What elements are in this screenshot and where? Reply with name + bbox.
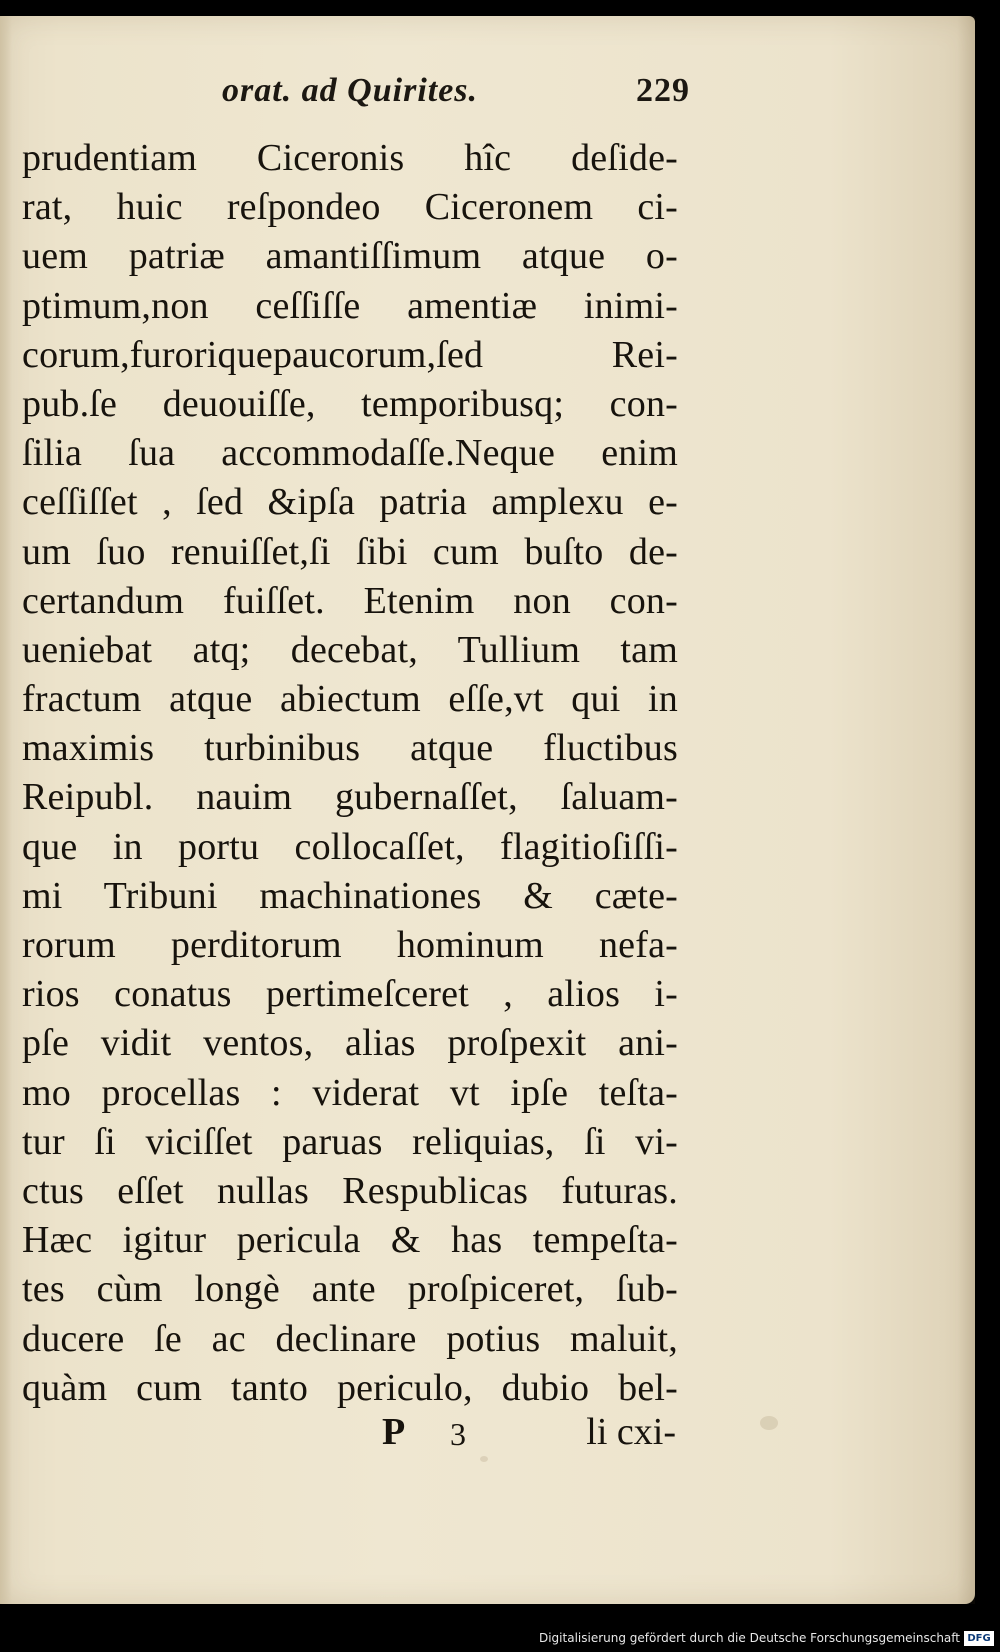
running-head-title: orat. ad Quirites. (222, 72, 479, 109)
signature-number: 3 (450, 1416, 466, 1452)
text-line: tes cùm longè ante proſpiceret, ſub- (22, 1268, 678, 1311)
dfg-logo-icon: DFG (964, 1631, 994, 1646)
text-line: prudentiam Ciceronis hîc deſide- (22, 137, 678, 179)
page-number: 229 (636, 72, 690, 109)
text-line: ueniebat atq; decebat, Tullium tam (22, 628, 678, 671)
text-line: um ſuo renuiſſet,ſi ſibi cum buſto de- (22, 530, 678, 573)
text-line: que in portu collocaſſet, flagitioſiſſi- (22, 825, 678, 868)
catchline (370, 1410, 676, 1460)
text-line: mi Tribuni machinationes & cæte- (22, 874, 678, 917)
book-page (0, 16, 975, 1604)
body-text (22, 134, 678, 1413)
text-line: ceſſiſſet , ſed &ipſa patria amplexu e- (22, 481, 678, 524)
page-edge-shadow (957, 16, 975, 1604)
text-line: mo procellas : viderat vt ipſe teſta- (22, 1071, 678, 1114)
text-line: tur ſi viciſſet paruas reliquias, ſi vi- (22, 1120, 678, 1163)
text-line: Reipubl. nauim gubernaſſet, ſaluam- (22, 776, 678, 819)
text-line: rorum perditorum hominum nefa- (22, 924, 678, 966)
funding-credit: Digitalisierung gefördert durch die Deutsche Forschungsgemeinschaft (538, 1631, 960, 1645)
text-line: pſe vidit ventos, alias proſpexit ani- (22, 1022, 678, 1065)
text-line: ſilia ſua accommodaſſe.Neque enim (22, 432, 678, 475)
text-line: rat, huic reſpondeo Ciceronem ci- (22, 186, 678, 229)
text-line: certandum fuiſſet. Etenim non con- (22, 579, 678, 622)
text-line: corum,furoriquepaucorum,ſed Rei- (22, 333, 678, 376)
signature-mark: P (382, 1411, 406, 1453)
text-line: maximis turbinibus atque fluctibus (22, 727, 678, 770)
paper-stain (760, 1416, 778, 1430)
catchword: li cxi- (586, 1411, 676, 1453)
digitization-footer (539, 1628, 994, 1648)
text-line: quàm cum tanto periculo, dubio bel- (22, 1366, 678, 1409)
text-line: rios conatus pertimeſceret , alios i- (22, 973, 678, 1016)
text-line: uem patriæ amantiſſimum atque o- (22, 235, 678, 278)
text-line: pub.ſe deuouiſſe, temporibusq; con- (22, 382, 678, 425)
text-line: Hæc igitur pericula & has tempeſta- (22, 1219, 678, 1262)
page-gutter-shadow (0, 16, 12, 1604)
text-line: fractum atque abiectum eſſe,vt qui in (22, 678, 678, 721)
running-head (220, 66, 690, 118)
text-line: ducere ſe ac declinare potius maluit, (22, 1317, 678, 1360)
text-line: ptimum,non ceſſiſſe amentiæ inimi- (22, 284, 678, 327)
text-line: ctus eſſet nullas Respublicas futuras. (22, 1169, 678, 1212)
